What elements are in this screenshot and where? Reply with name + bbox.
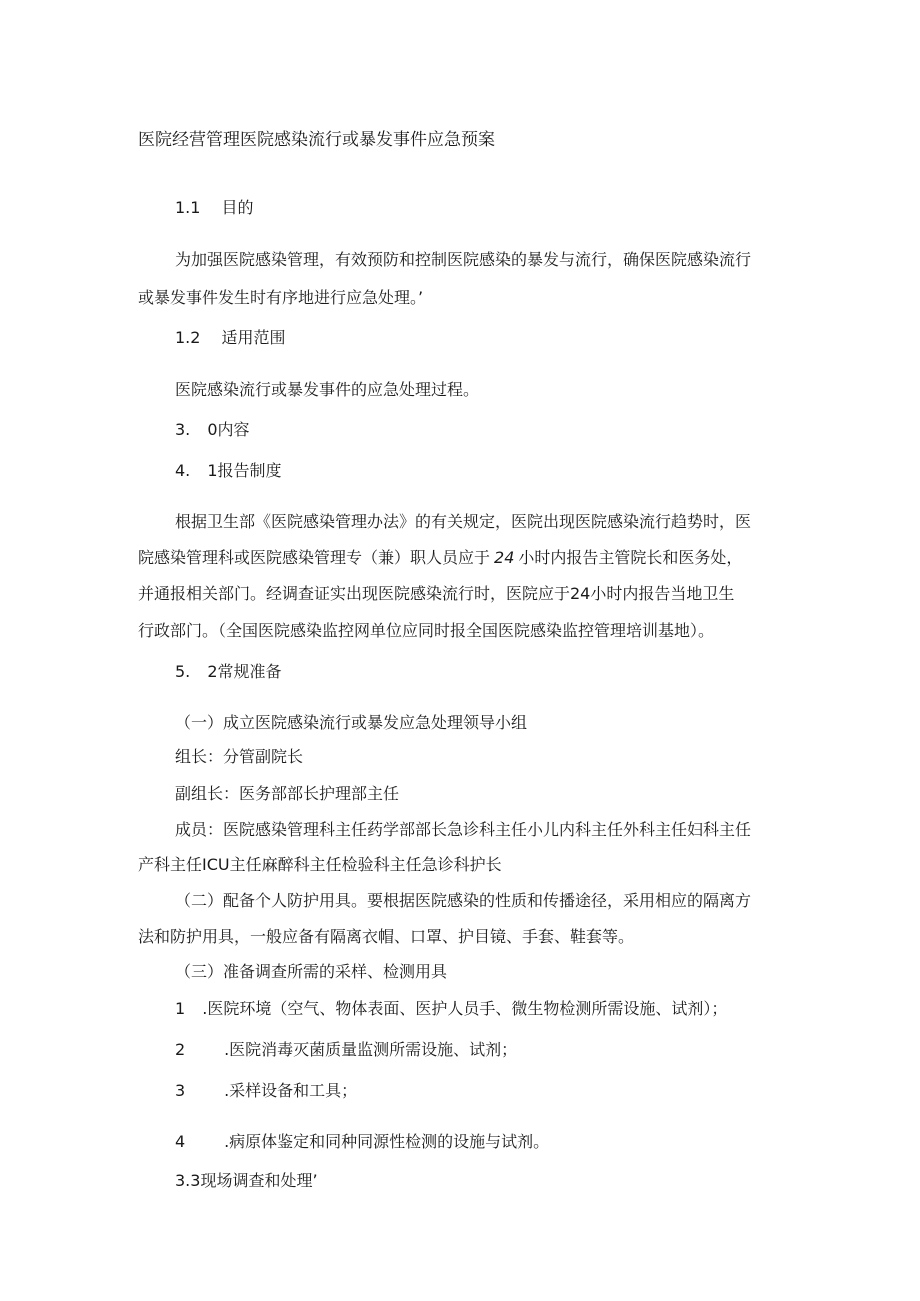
- section-heading: [175, 460, 282, 482]
- text-run: 院感染管理科或医院感染管理专（兼）职人员应于: [138, 548, 491, 567]
- list-number: 3: [175, 1081, 186, 1100]
- section-number: 1.2: [175, 328, 201, 347]
- section-number: 4.: [175, 461, 191, 480]
- section-heading: [175, 419, 250, 441]
- paragraph-line: 根据卫生部《医院感染管理办法》的有关规定，医院出现医院感染流行趋势时，医: [175, 512, 752, 531]
- section-number: 3.: [175, 420, 191, 439]
- paragraph-line: （二）配备个人防护用具。要根据医院感染的性质和传播途径，采用相应的隔离方: [175, 891, 752, 910]
- paragraph-line: 并通报相关部门。经调查证实出现医院感染流行时，医院应于24小时内报告当地卫生: [138, 584, 735, 603]
- section-number: 1.1: [175, 198, 201, 217]
- paragraph-line: 法和防护用具，一般应备有隔离衣帽、口罩、护目镜、手套、鞋套等。: [138, 927, 635, 946]
- section-heading: [175, 327, 286, 349]
- section-label: 目的: [221, 198, 254, 217]
- section-number: 5.: [175, 662, 191, 681]
- paragraph-line: [138, 547, 742, 569]
- section-label: 适用范围: [221, 328, 286, 347]
- paragraph-line: 副组长：医务部部长护理部主任: [175, 784, 400, 803]
- list-item: [175, 1039, 517, 1061]
- section-heading: [175, 197, 254, 219]
- hours-number: 24: [494, 548, 515, 567]
- section-label: 2常规准备: [207, 662, 282, 681]
- list-number: 1: [175, 999, 186, 1018]
- paragraph-line: 组长：分管副院长: [175, 747, 304, 766]
- section-label: 0内容: [207, 420, 250, 439]
- text-run: 小时内报告主管院长和医务处，: [518, 548, 743, 567]
- paragraph-line: 行政部门。（全国医院感染监控网单位应同时报全国医院感染监控管理培训基地）。: [138, 621, 715, 640]
- list-number: 2: [175, 1040, 186, 1059]
- paragraph-line: 成员：医院感染管理科主任药学部部长急诊科主任小儿内科主任外科主任妇科主任: [175, 820, 752, 839]
- paragraph-line: （三）准备调查所需的采样、检测用具: [175, 962, 448, 981]
- list-item: [175, 998, 727, 1020]
- paragraph-line: 医院感染流行或暴发事件的应急处理过程。: [175, 380, 480, 399]
- list-number: 4: [175, 1132, 186, 1151]
- list-text: .医院消毒灭菌质量监测所需设施、试剂；: [224, 1040, 518, 1059]
- list-text: .医院环境（空气、物体表面、医护人员手、微生物检测所需设施、试剂）；: [202, 999, 728, 1018]
- paragraph-line: 或暴发事件发生时有序地进行应急处理。’: [138, 288, 424, 307]
- section-heading: 3.3现场调查和处理’: [175, 1171, 318, 1190]
- list-text: .采样设备和工具；: [224, 1081, 358, 1100]
- paragraph-line: 为加强医院感染管理，有效预防和控制医院感染的暴发与流行，确保医院感染流行: [175, 250, 752, 269]
- document-title: 医院经营管理医院感染流行或暴发事件应急预案: [138, 130, 495, 150]
- list-item: [175, 1080, 357, 1102]
- list-item: [175, 1131, 549, 1153]
- paragraph-line: （一）成立医院感染流行或暴发应急处理领导小组: [175, 713, 528, 732]
- paragraph-line: 产科主任ICU主任麻醉科主任检验科主任急诊科护长: [138, 855, 502, 874]
- section-label: 1报告制度: [207, 461, 282, 480]
- section-heading: [175, 661, 282, 683]
- list-text: .病原体鉴定和同种同源性检测的设施与试剂。: [224, 1132, 550, 1151]
